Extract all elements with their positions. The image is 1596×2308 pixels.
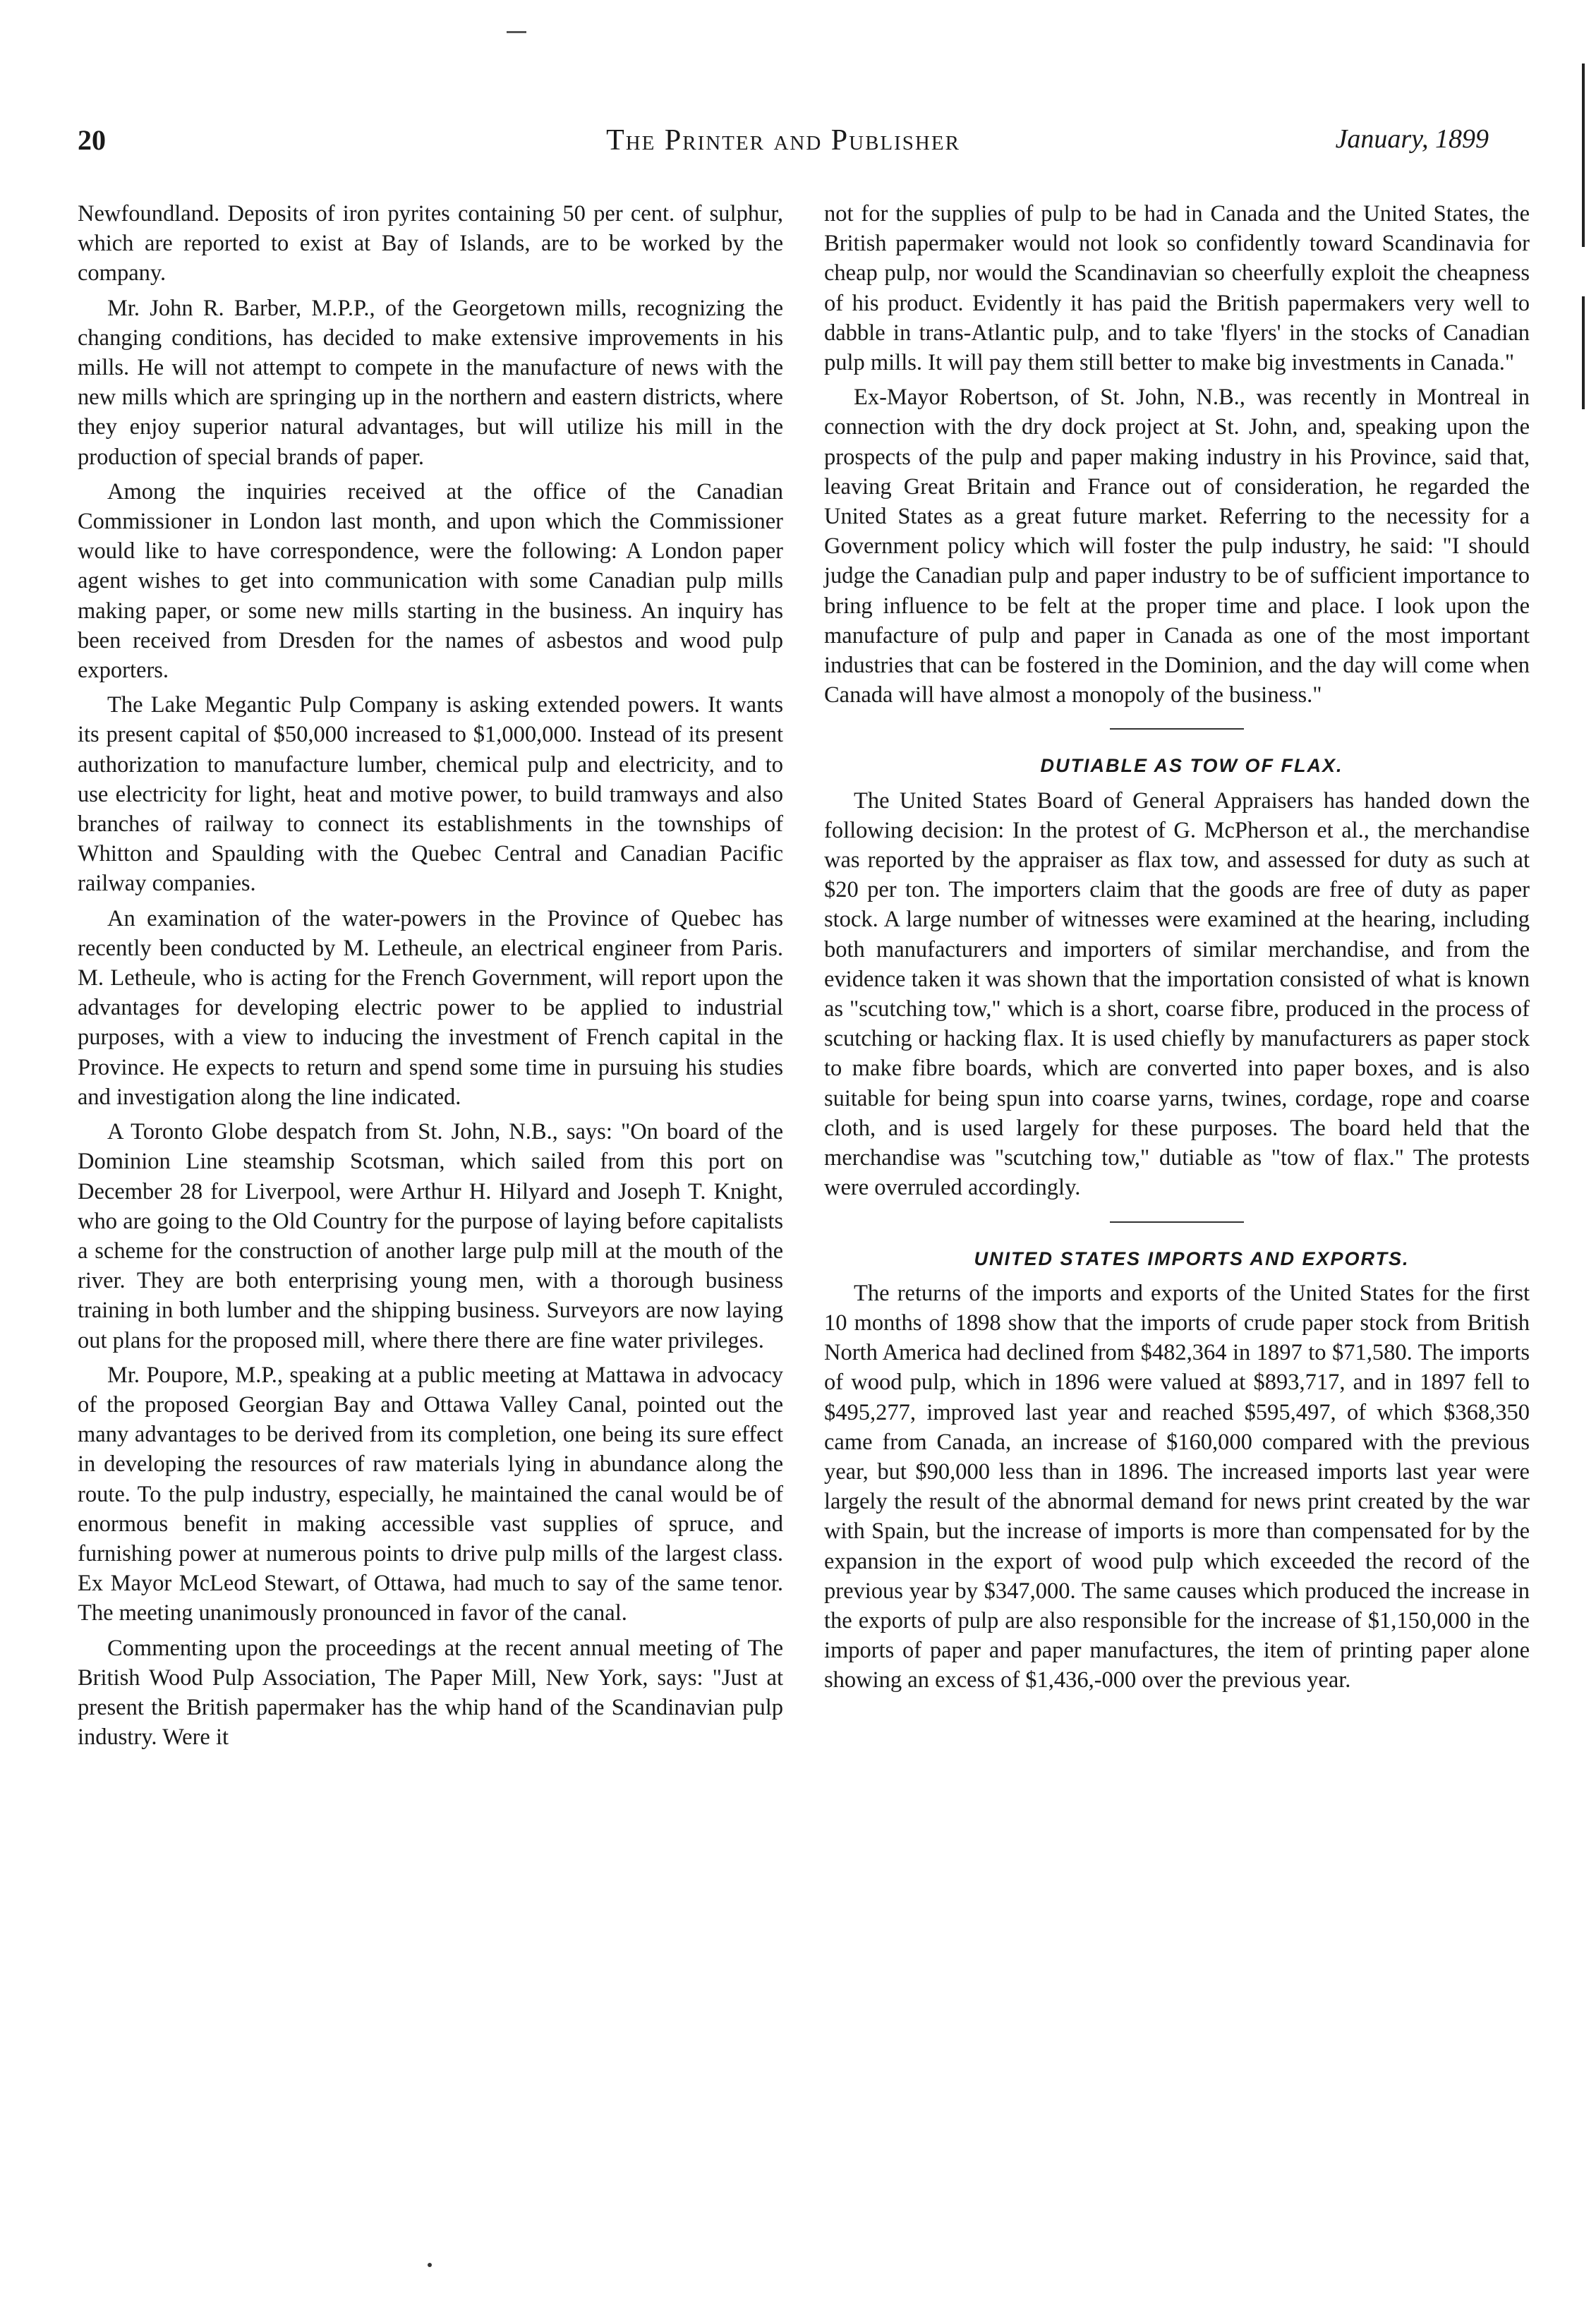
section-divider: [1110, 728, 1244, 730]
paragraph: The Lake Megantic Pulp Company is asking extended powers. It wants its present capital of $50,000 increased to $1,000,000. Instead of its present authorization to manufacture lumber, chemical pulp and electricity, and to use electricity for light, heat and motive power, to build tramways and also branches of railway to connect its establishments in the townships of Whitton and Spaulding with the Quebec Central and Canadian Pacific railway companies.: [78, 692, 783, 897]
paragraph: Ex-Mayor Robertson, of St. John, N.B., was recently in Montreal in connection with the dry dock project at St. John, and, speaking upon the prospects of the pulp and paper making industry in his Province, said that, leaving Great Britain and France out of consideration, he regarded the United States as a great future market. Referring to the necessity for a Government policy which will foster the pulp industry, he said: "I should judge the Canadian pulp and paper industry to be of sufficient importance to bring influence to be felt at the proper time and place. I look upon the manufacture of pulp and paper in Canada as one of the most important industries that can be fostered in the Dominion, and the day will come when Canada will have almost a monopoly of the business.": [824, 385, 1530, 708]
margin-rule: [1582, 296, 1585, 409]
paragraph: Commenting upon the proceedings at the recent annual meeting of The British Wood Pulp Association, The Paper Mill, New York, says: "Just at present the British papermaker has the whip hand of the Scandinavian pulp industry. Were it: [78, 1635, 783, 1751]
issue-date: January, 1899: [1335, 124, 1489, 154]
section-divider: [1110, 1221, 1244, 1223]
paragraph: Newfoundland. Deposits of iron pyrites containing 50 per cent. of sulphur, which are reported to exist at Bay of Islands, are to be worked by the company.: [78, 201, 783, 286]
running-title: The Printer and Publisher: [606, 124, 960, 157]
right-column: [824, 199, 1530, 1700]
section-heading: UNITED STATES IMPORTS AND EXPORTS.: [974, 1247, 1410, 1269]
page-number: 20: [78, 124, 106, 156]
paragraph: The returns of the imports and exports of the United States for the first 10 months of 1898 show that the imports of crude paper stock from British North America had declined from $482,364 in 1897 to $71,580. The imports of wood pulp, which in 1896 were valued at $893,717, and in 1897 fell to $495,277, improved last year and reached $595,497, of which $368,350 came from Canada, an increase of $160,000 compared with the previous year, but $90,000 less than in 1896. The increased imports last year were largely the result of the abnormal demand for news print created by the war with Spain, but the increase of imports is more than compensated for by the expansion in the export of wood pulp which exceeded the record of the previous year by $347,000. The same causes which produced the increase in the exports of pulp are also responsible for the increase of $1,150,000 in the imports of paper and paper manufactures, the item of printing paper alone showing an excess of $1,436,-000 over the previous year.: [824, 1280, 1530, 1693]
paragraph: The United States Board of General Appraisers has handed down the following decision: In the protest of G. McPherson et al., the merchandise was reported by the appraiser as flax tow, and assessed for duty as such at $20 per ton. The importers claim that the goods are free of duty as paper stock. A large number of witnesses were examined at the hearing, including both manufacturers and importers of similar merchandise, and from the evidence taken it was shown that the importation consisted of what is known as "scutching tow," which is a short, coarse fibre, produced in the process of scutching or hacking flax. It is used chiefly by manufacturers as paper stock to make fibre boards, which are converted into paper boxes, and is also suitable for being spun into coarse yarns, twines, cordage, rope and coarse cloth, and is used largely for these purposes. The board held that the merchandise was "scutching tow," dutiable as "tow of flax." The protests were overruled accordingly.: [824, 787, 1530, 1201]
top-mark: [507, 31, 526, 33]
paragraph: Mr. John R. Barber, M.P.P., of the Georgetown mills, recognizing the changing conditions, has decided to make extensive improvements in his mills. He will not attempt to compete in the manufacture of news with the new mills which are springing up in the northern and eastern districts, where they enjoy superior natural advantages, but will utilize his mill in the production of special brands of paper.: [78, 295, 783, 470]
page-header: [78, 123, 1489, 166]
paragraph: Among the inquiries received at the office of the Canadian Commissioner in London last month, and upon which the Commissioner would like to have correspondence, were the following: A London paper agent wishes to get into communication with some Canadian pulp mills making paper, or some new mills starting in the business. An inquiry has been received from Dresden for the names of asbestos and wood pulp exporters.: [78, 478, 783, 684]
section-heading: DUTIABLE AS TOW OF FLAX.: [1040, 755, 1343, 777]
paragraph: not for the supplies of pulp to be had in Canada and the United States, the British papermaker would not look so confidently toward Scandinavia for cheap pulp, nor would the Scandinavian so cheerfully exploit the cheapness of his product. Evidently it has paid the British papermakers very well to dabble in trans-Atlantic pulp, and to take 'flyers' in the stocks of Canadian pulp mills. It will pay them still better to make big investments in Canada.": [824, 201, 1530, 376]
paragraph: Mr. Poupore, M.P., speaking at a public meeting at Mattawa in advocacy of the proposed Georgian Bay and Ottawa Valley Canal, pointed out the many advantages to be derived from its completion, one being its sure effect in developing the resources of raw materials lying in abundance along the route. To the pulp industry, especially, he maintained the canal would be of enormous benefit in making accessible vast supplies of spruce, and furnishing power at numerous points to drive pulp mills of the largest class. Ex Mayor McLeod Stewart, of Ottawa, had much to say of the same tenor. The meeting unanimously pronounced in favor of the canal.: [78, 1362, 783, 1626]
margin-rule: [1582, 64, 1585, 247]
paragraph: An examination of the water-powers in the Province of Quebec has recently been conducted by M. Letheule, an electrical engineer from Paris. M. Letheule, who is acting for the French Government, will report upon the advantages for developing electric power to be applied to industrial purposes, with a view to inducing the investment of French capital in the Province. He expects to return and spend some time in pursuing his studies and investigation along the line indicated.: [78, 905, 783, 1110]
paragraph: A Toronto Globe despatch from St. John, N.B., says: "On board of the Dominion Line steamship Scotsman, which sailed from this port on December 28 for Liverpool, were Arthur H. Hilyard and Joseph T. Knight, who are going to the Old Country for the purpose of laying before capitalists a scheme for the construction of another large pulp mill at the mouth of the river. They are both enterprising young men, with a thorough business training in both lumber and the shipping business. Surveyors are now laying out plans for the proposed mill, where there there are fine water privileges.: [78, 1119, 783, 1353]
left-column: [78, 199, 783, 1757]
bottom-mark: [428, 2263, 432, 2267]
